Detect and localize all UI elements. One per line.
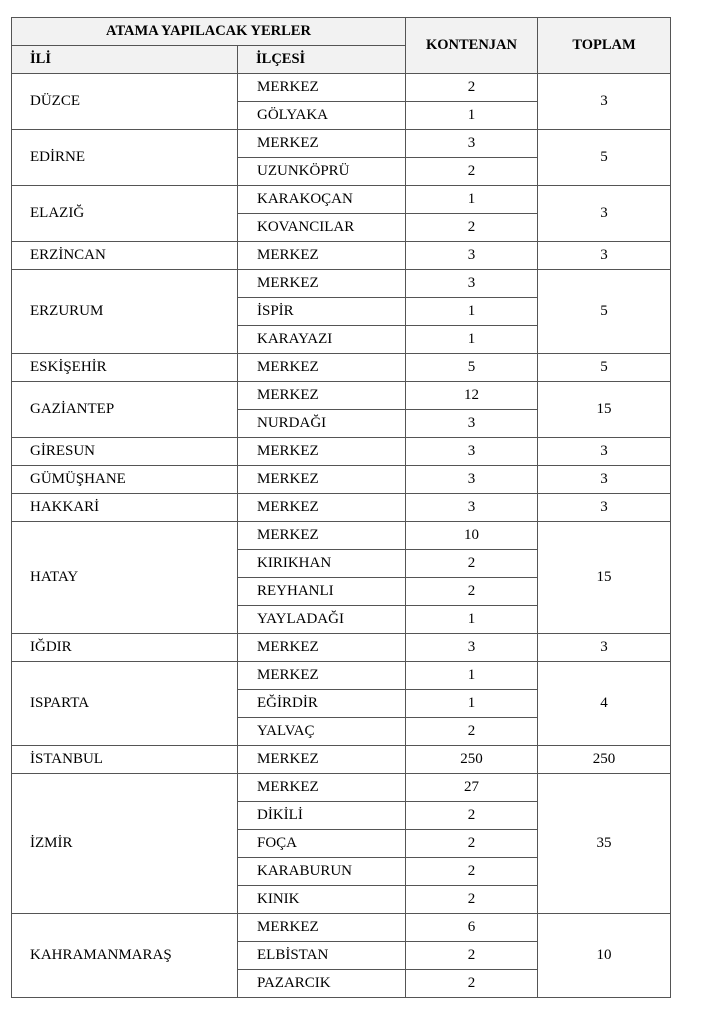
group-title-header: ATAMA YAPILACAK YERLER xyxy=(12,18,406,46)
quota-cell: 2 xyxy=(406,830,538,858)
quota-cell: 6 xyxy=(406,914,538,942)
district-cell: YALVAÇ xyxy=(238,718,406,746)
province-cell: ERZURUM xyxy=(12,270,238,354)
province-cell: GÜMÜŞHANE xyxy=(12,466,238,494)
district-cell: MERKEZ xyxy=(238,466,406,494)
quota-cell: 2 xyxy=(406,802,538,830)
quota-cell: 2 xyxy=(406,858,538,886)
ilce-header: İLÇESİ xyxy=(238,46,406,74)
district-cell: KINIK xyxy=(238,886,406,914)
province-cell: HATAY xyxy=(12,522,238,634)
table-body xyxy=(12,74,671,998)
total-cell: 4 xyxy=(538,662,671,746)
quota-cell: 250 xyxy=(406,746,538,774)
table-row xyxy=(12,662,671,690)
total-cell: 3 xyxy=(538,242,671,270)
district-cell: DİKİLİ xyxy=(238,802,406,830)
district-cell: MERKEZ xyxy=(238,914,406,942)
quota-cell: 1 xyxy=(406,662,538,690)
total-cell: 3 xyxy=(538,438,671,466)
quota-cell: 2 xyxy=(406,74,538,102)
district-cell: MERKEZ xyxy=(238,130,406,158)
province-cell: ELAZIĞ xyxy=(12,186,238,242)
quota-cell: 3 xyxy=(406,270,538,298)
table-header xyxy=(12,18,671,74)
table-row xyxy=(12,914,671,942)
total-cell: 250 xyxy=(538,746,671,774)
quota-cell: 3 xyxy=(406,438,538,466)
district-cell: GÖLYAKA xyxy=(238,102,406,130)
kontenjan-header: KONTENJAN xyxy=(406,18,538,74)
total-cell: 15 xyxy=(538,522,671,634)
province-cell: İZMİR xyxy=(12,774,238,914)
quota-cell: 2 xyxy=(406,970,538,998)
quota-cell: 2 xyxy=(406,886,538,914)
province-cell: DÜZCE xyxy=(12,74,238,130)
quota-cell: 1 xyxy=(406,690,538,718)
district-cell: MERKEZ xyxy=(238,522,406,550)
quota-cell: 3 xyxy=(406,410,538,438)
total-cell: 10 xyxy=(538,914,671,998)
quota-cell: 2 xyxy=(406,214,538,242)
header-row-top xyxy=(12,18,671,46)
district-cell: UZUNKÖPRÜ xyxy=(238,158,406,186)
quota-cell: 3 xyxy=(406,242,538,270)
district-cell: İSPİR xyxy=(238,298,406,326)
quota-cell: 3 xyxy=(406,130,538,158)
quota-cell: 1 xyxy=(406,298,538,326)
district-cell: MERKEZ xyxy=(238,382,406,410)
district-cell: MERKEZ xyxy=(238,774,406,802)
total-cell: 35 xyxy=(538,774,671,914)
district-cell: REYHANLI xyxy=(238,578,406,606)
table-row xyxy=(12,438,671,466)
quota-cell: 12 xyxy=(406,382,538,410)
district-cell: PAZARCIK xyxy=(238,970,406,998)
province-cell: ESKİŞEHİR xyxy=(12,354,238,382)
table-row xyxy=(12,774,671,802)
province-cell: ISPARTA xyxy=(12,662,238,746)
province-cell: IĞDIR xyxy=(12,634,238,662)
district-cell: MERKEZ xyxy=(238,662,406,690)
district-cell: KARABURUN xyxy=(238,858,406,886)
table-row xyxy=(12,466,671,494)
total-cell: 3 xyxy=(538,74,671,130)
total-cell: 3 xyxy=(538,466,671,494)
province-cell: ERZİNCAN xyxy=(12,242,238,270)
quota-cell: 2 xyxy=(406,942,538,970)
district-cell: YAYLADAĞI xyxy=(238,606,406,634)
quota-cell: 3 xyxy=(406,634,538,662)
province-cell: GAZİANTEP xyxy=(12,382,238,438)
district-cell: MERKEZ xyxy=(238,354,406,382)
il-header: İLİ xyxy=(12,46,238,74)
quota-cell: 3 xyxy=(406,494,538,522)
district-cell: EĞİRDİR xyxy=(238,690,406,718)
total-cell: 5 xyxy=(538,270,671,354)
quota-cell: 2 xyxy=(406,158,538,186)
district-cell: MERKEZ xyxy=(238,74,406,102)
district-cell: KIRIKHAN xyxy=(238,550,406,578)
quota-cell: 2 xyxy=(406,550,538,578)
province-cell: EDİRNE xyxy=(12,130,238,186)
province-cell: GİRESUN xyxy=(12,438,238,466)
total-cell: 3 xyxy=(538,494,671,522)
district-cell: KOVANCILAR xyxy=(238,214,406,242)
district-cell: MERKEZ xyxy=(238,242,406,270)
table-row xyxy=(12,242,671,270)
total-cell: 5 xyxy=(538,130,671,186)
district-cell: FOÇA xyxy=(238,830,406,858)
quota-cell: 1 xyxy=(406,606,538,634)
province-cell: KAHRAMANMARAŞ xyxy=(12,914,238,998)
quota-cell: 27 xyxy=(406,774,538,802)
district-cell: KARAYAZI xyxy=(238,326,406,354)
district-cell: MERKEZ xyxy=(238,746,406,774)
table-row xyxy=(12,634,671,662)
total-cell: 5 xyxy=(538,354,671,382)
quota-cell: 10 xyxy=(406,522,538,550)
table-row xyxy=(12,354,671,382)
quota-cell: 2 xyxy=(406,578,538,606)
district-cell: MERKEZ xyxy=(238,270,406,298)
quota-cell: 5 xyxy=(406,354,538,382)
quota-cell: 1 xyxy=(406,326,538,354)
district-cell: ELBİSTAN xyxy=(238,942,406,970)
district-cell: NURDAĞI xyxy=(238,410,406,438)
toplam-header: TOPLAM xyxy=(538,18,671,74)
province-cell: İSTANBUL xyxy=(12,746,238,774)
quota-cell: 2 xyxy=(406,718,538,746)
total-cell: 15 xyxy=(538,382,671,438)
district-cell: MERKEZ xyxy=(238,494,406,522)
table-row xyxy=(12,186,671,214)
table-row xyxy=(12,522,671,550)
total-cell: 3 xyxy=(538,634,671,662)
quota-cell: 1 xyxy=(406,186,538,214)
district-cell: MERKEZ xyxy=(238,438,406,466)
table-row xyxy=(12,746,671,774)
quota-cell: 3 xyxy=(406,466,538,494)
district-cell: KARAKOÇAN xyxy=(238,186,406,214)
table-row xyxy=(12,494,671,522)
table-row xyxy=(12,130,671,158)
province-cell: HAKKARİ xyxy=(12,494,238,522)
assignment-table xyxy=(11,17,671,998)
district-cell: MERKEZ xyxy=(238,634,406,662)
total-cell: 3 xyxy=(538,186,671,242)
table-row xyxy=(12,382,671,410)
table-row xyxy=(12,74,671,102)
table-row xyxy=(12,270,671,298)
quota-cell: 1 xyxy=(406,102,538,130)
